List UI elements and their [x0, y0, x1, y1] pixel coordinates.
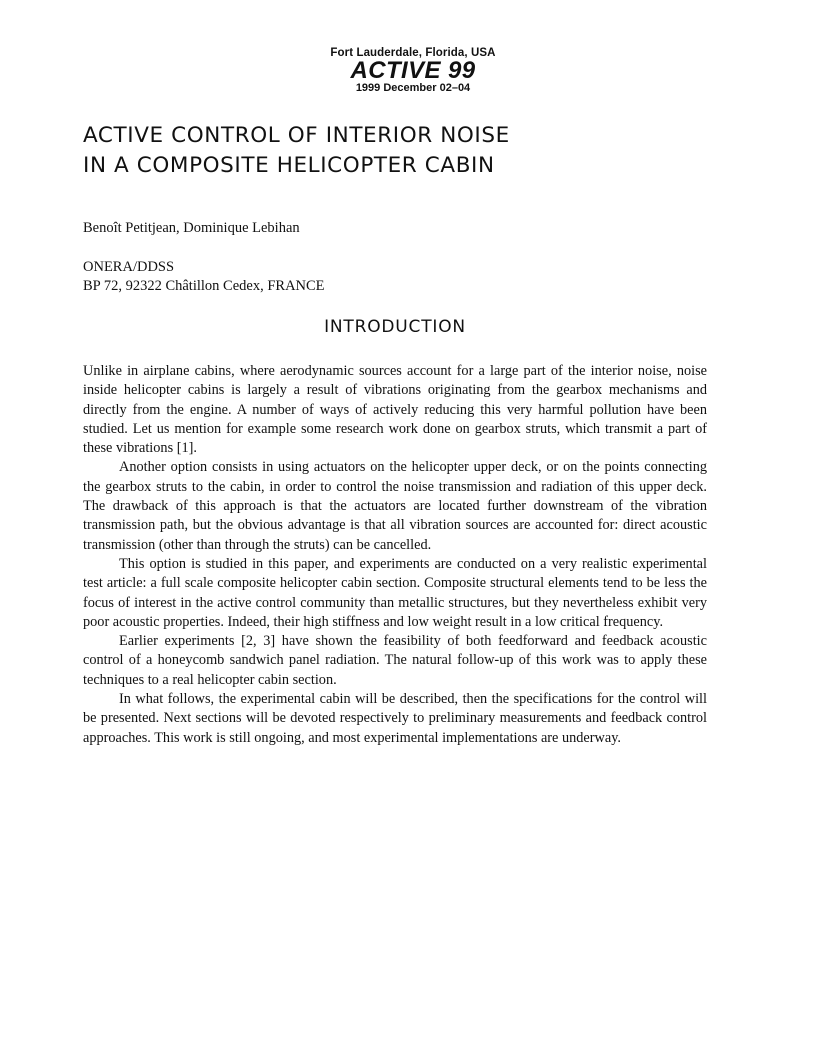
section-heading: INTRODUCTION [324, 317, 466, 337]
affiliation [83, 258, 325, 296]
paragraph: Another option consists in using actuators on the helicopter upper deck, or on the points connecting the gearbox struts to the cabin, in order to control the noise transmission and radiation of this upper deck. The drawback of this approach is that the actuators are located further downstream of the vibration transmission path, but the obvious advantage is that all vibration sources are accounted for: direct acoustic transmission (other than through the struts) can be cancelled. [83, 459, 707, 553]
conference-dates: 1999 December 02–04 [355, 82, 471, 94]
authors: Benoît Petitjean, Dominique Lebihan [83, 220, 300, 236]
paragraph: Unlike in airplane cabins, where aerodynamic sources account for a large part of the interior noise, noise inside helicopter cabins is largely a result of vibrations originating from the gearbox mechanisms and directly from the engine. A number of ways of actively reducing this very harmful pollution have been studied. Let us mention for example some research work done on gearbox struts, which transmit a part of these vibrations [1]. [83, 363, 707, 457]
paragraph: This option is studied in this paper, and experiments are conducted on a very realistic experimental test article: a full scale composite helicopter cabin section. Composite structural elements tend to be less the focus of interest in the active control community than metallic structures, but they nevertheless exhibit very poor acoustic properties. Indeed, their high stiffness and low weight result in a low critical frequency. [83, 555, 707, 630]
section-body [83, 362, 707, 748]
paragraph: Earlier experiments [2, 3] have shown the feasibility of both feedforward and feedback acoustic control of a honeycomb sandwich panel radiation. The natural follow-up of this work was to apply these techniques to a real helicopter cabin section. [83, 633, 707, 688]
paper-title [83, 121, 723, 181]
conference-name: ACTIVE 99 [350, 57, 476, 84]
paragraph: In what follows, the experimental cabin will be described, then the specifications for the control will be presented. Next sections will be devoted respectively to preliminary measurements and feedback control approaches. This work is still ongoing, and most experimental implementations are underway. [83, 691, 707, 746]
affiliation-address: BP 72, 92322 Châtillon Cedex, FRANCE [83, 278, 325, 294]
conference-location: Fort Lauderdale, Florida, USA [330, 47, 496, 59]
affiliation-organization: ONERA/DDSS [83, 259, 175, 275]
paper-title-line-1: ACTIVE CONTROL OF INTERIOR NOISE [83, 123, 510, 148]
conference-header [0, 46, 816, 95]
paper-title-line-2: IN A COMPOSITE HELICOPTER CABIN [83, 153, 495, 178]
